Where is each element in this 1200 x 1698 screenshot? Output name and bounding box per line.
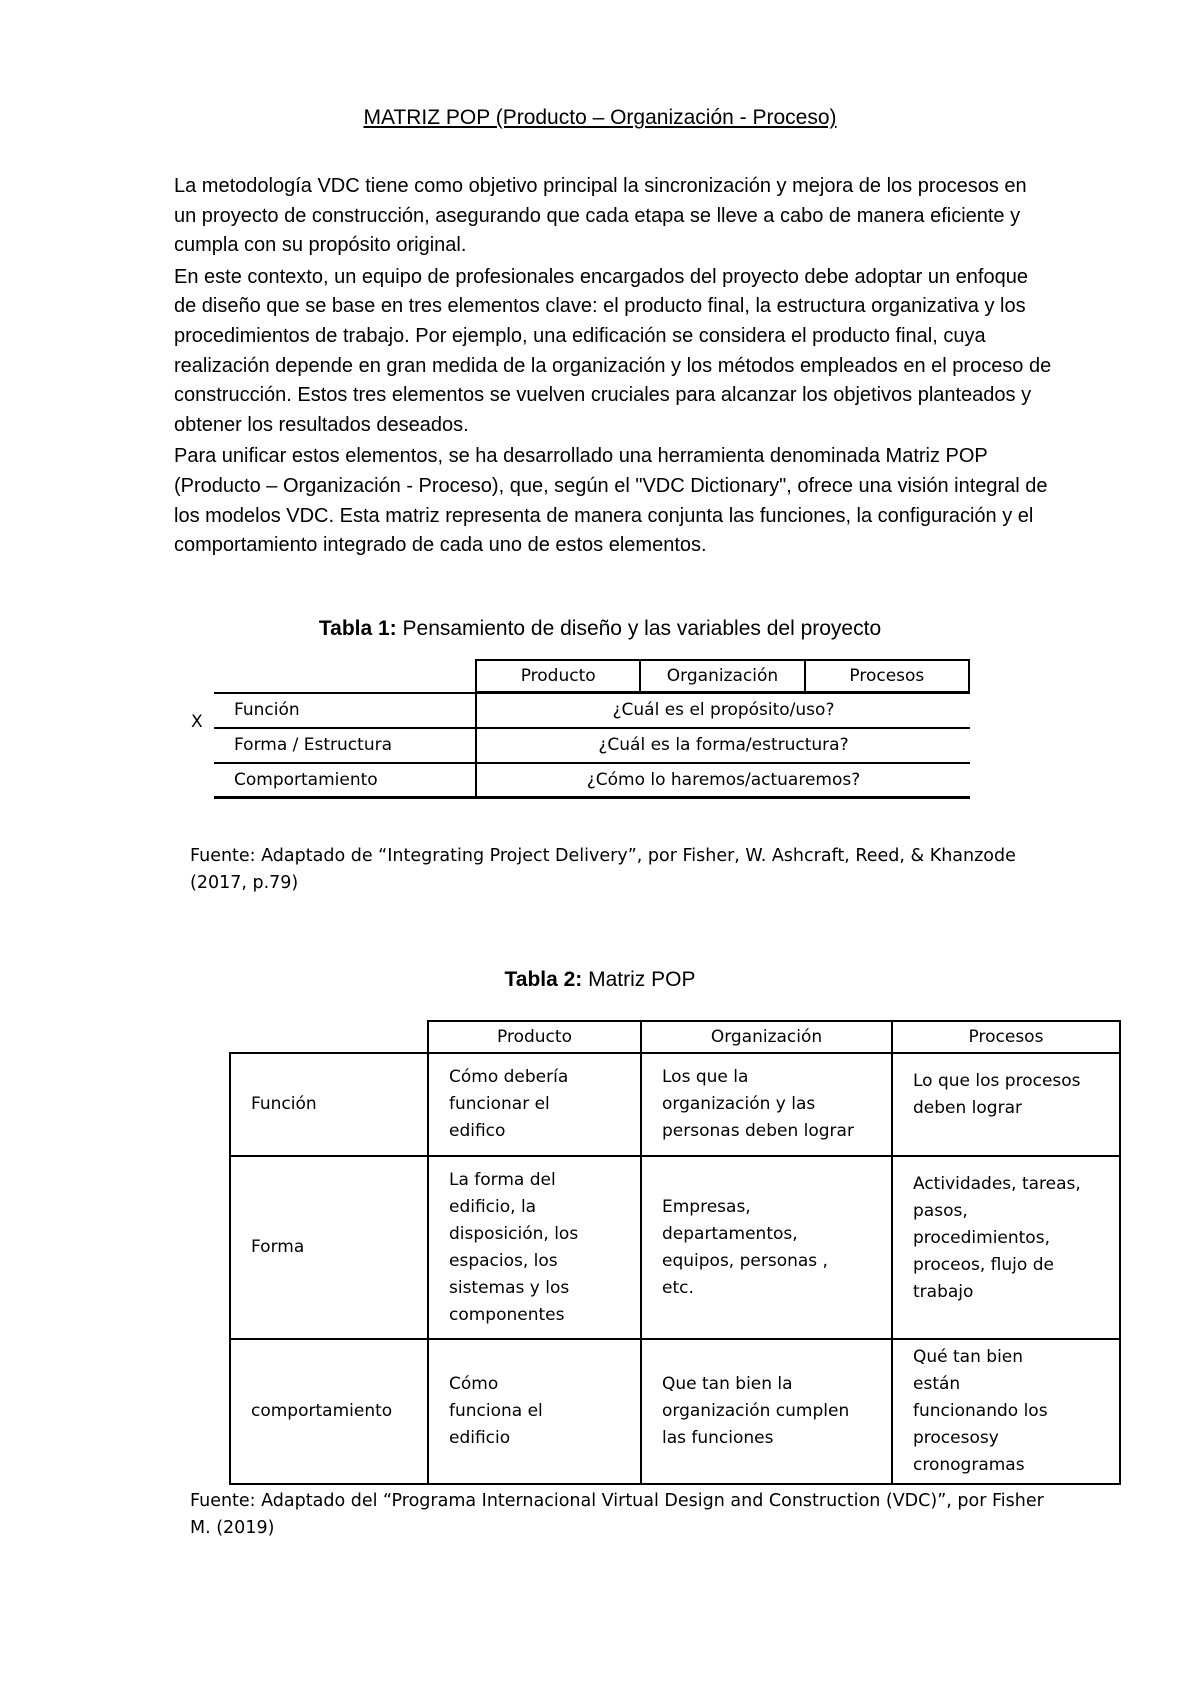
table2-cell: La forma del edificio, la disposición, los espacios, los sistemas y los componentes <box>428 1156 641 1339</box>
table1-row <box>214 763 970 797</box>
table1-caption-label: Tabla 1: <box>318 617 397 640</box>
table2-row-label: Función <box>230 1053 428 1156</box>
paragraph-2: En este contexto, un equipo de profesionales encargados del proyecto debe adoptar un enfoque de diseño que se base en tres elementos clave: el producto final, la estructura organizativa y los procedimientos de trabajo. Por ejemplo, una edificación se considera el producto final, cuya realización depende en gran medida de la organización y los métodos empleados en el proceso de construcción. Estos tres elementos se vuelven cruciales para alcanzar los objetivos planteados y obtener los resultados deseados. <box>174 265 1052 436</box>
table1-row-label: Forma / Estructura <box>234 735 392 755</box>
table2-header-procesos: Procesos <box>892 1021 1120 1053</box>
table2-cell: Actividades, tareas, pasos, procedimientos, proceos, flujo de trabajo <box>892 1156 1120 1339</box>
table2-caption <box>0 968 1200 992</box>
table1-caption <box>0 617 1200 641</box>
table1-row <box>214 728 970 762</box>
table2-cell: Que tan bien la organización cumplen las funciones <box>641 1339 892 1484</box>
table2-row <box>230 1339 1120 1484</box>
table2-caption-label: Tabla 2: <box>504 968 583 991</box>
body-text <box>174 172 1054 563</box>
paragraph-3: Para unificar estos elementos, se ha desarrollado una herramienta denominada Matriz POP (Producto – Organización - Proceso), que, según el "VDC Dictionary", ofrece una visión integral de los modelos VDC. Esta matriz representa de manera conjunta las funciones, la configuración y el comportamiento integrado de cada uno de estos elementos. <box>174 445 1048 557</box>
table1-header <box>475 659 970 693</box>
table2-cell: Cómo debería funcionar el edifico <box>428 1053 641 1156</box>
table2-row-label: Forma <box>230 1156 428 1339</box>
table2-cell: Qué tan bien están funcionando los procesosy cronogramas <box>892 1339 1120 1484</box>
table2-caption-text: Matriz POP <box>582 968 696 991</box>
table1-header-procesos: Procesos <box>804 661 968 691</box>
table1-caption-text: Pensamiento de diseño y las variables del proyecto <box>396 617 882 640</box>
table1-row-question: ¿Cómo lo haremos/actuaremos? <box>475 763 970 797</box>
table2-header-producto: Producto <box>428 1021 641 1053</box>
table2-row-label: comportamiento <box>230 1339 428 1484</box>
table2-header-organizacion: Organización <box>641 1021 892 1053</box>
table1-x-label: X <box>191 712 203 732</box>
table1-row-question: ¿Cuál es el propósito/uso? <box>475 693 970 727</box>
table1-source: Fuente: Adaptado de “Integrating Project Delivery”, por Fisher, W. Ashcraft, Reed, & Khanzode (2017, p.79) <box>190 846 1016 893</box>
table1-bottom-rule <box>214 796 970 799</box>
table2-corner <box>230 1021 428 1053</box>
table2-cell: Los que la organización y las personas deben lograr <box>641 1053 892 1156</box>
table1-header-organizacion: Organización <box>639 661 803 691</box>
table1-header-producto: Producto <box>520 666 596 686</box>
document-title: MATRIZ POP (Producto – Organización - Proceso) <box>363 106 837 129</box>
table2-cell: Lo que los procesos deben lograr <box>892 1053 1120 1156</box>
table2-row <box>230 1156 1120 1339</box>
table1-row-label: Comportamiento <box>234 770 378 790</box>
table2-row <box>230 1053 1120 1156</box>
table2-cell: Empresas, departamentos, equipos, personas , etc. <box>641 1156 892 1339</box>
paragraph-1: La metodología VDC tiene como objetivo principal la sincronización y mejora de los procesos en un proyecto de construcción, asegurando que cada etapa se lleve a cabo de manera eficiente y cumpla con su propósito original. <box>174 175 1027 257</box>
table2-cell: Cómo funciona el edificio <box>428 1339 641 1484</box>
table2 <box>229 1020 1121 1485</box>
table2-source: Fuente: Adaptado del “Programa Internacional Virtual Design and Construction (VDC)”, por Fisher M. (2019) <box>190 1491 1044 1538</box>
table2-header-row <box>230 1021 1120 1053</box>
table1-row-question: ¿Cuál es la forma/estructura? <box>475 728 970 762</box>
table1-row-label: Función <box>234 700 300 720</box>
table1-row <box>214 693 970 727</box>
